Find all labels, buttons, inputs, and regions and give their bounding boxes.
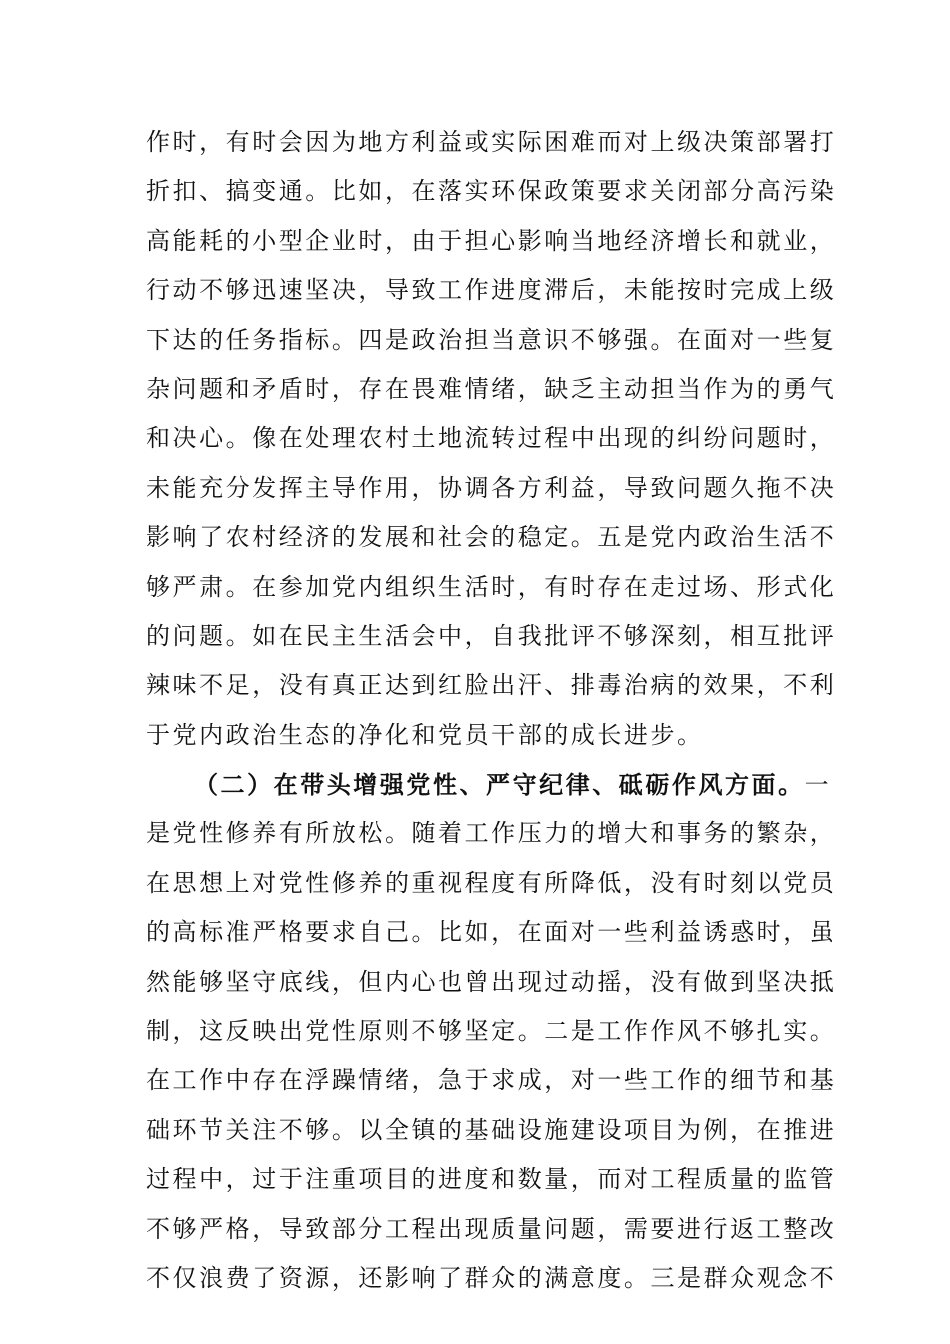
section-heading: （二）在带头增强党性、严守纪律、砥砺作风方面。 — [194, 770, 805, 800]
text-line: 高能耗的小型企业时，由于担心影响当地经济增长和就业， — [146, 226, 837, 255]
text-line: 过程中，过于注重项目的进度和数量，而对工程质量的监管 — [146, 1165, 837, 1194]
text-line: 作时，有时会因为地方利益或实际困难而对上级决策部署打 — [146, 128, 837, 156]
text-line: 的问题。如在民主生活会中，自我批评不够深刻，相互批评 — [146, 621, 837, 650]
text-line: 不仅浪费了资源，还影响了群众的满意度。三是群众观念不 — [146, 1263, 837, 1292]
text-line: 于党内政治生态的净化和党员干部的成长进步。 — [146, 720, 704, 749]
text-line: 影响了农村经济的发展和社会的稳定。五是党内政治生活不 — [146, 523, 837, 552]
text-line: 的高标准严格要求自己。比如，在面对一些利益诱惑时，虽 — [146, 918, 837, 947]
text-line: 在工作中存在浮躁情绪，急于求成，对一些工作的细节和基 — [146, 1066, 837, 1095]
text-line: 下达的任务指标。四是政治担当意识不够强。在面对一些复 — [146, 325, 837, 354]
text-line: 够严肃。在参加党内组织生活时，有时存在走过场、形式化 — [146, 572, 837, 601]
text-line: 在思想上对党性修养的重视程度有所降低，没有时刻以党员 — [146, 868, 837, 897]
text-line: 是党性修养有所放松。随着工作压力的增大和事务的繁杂， — [146, 819, 837, 848]
text-line: 杂问题和矛盾时，存在畏难情绪，缺乏主动担当作为的勇气 — [146, 374, 837, 403]
section-heading-tail: 一 — [804, 771, 832, 800]
text-line: 然能够坚守底线，但内心也曾出现过动摇，没有做到坚决抵 — [146, 967, 837, 996]
text-line: 制，这反映出党性原则不够坚定。二是工作作风不够扎实。 — [146, 1017, 837, 1046]
document-body — [146, 118, 837, 1303]
text-line: 和决心。像在处理农村土地流转过程中出现的纠纷问题时， — [146, 424, 837, 453]
text-line: 未能充分发挥主导作用，协调各方利益，导致问题久拖不决 — [146, 473, 837, 502]
text-line: 折扣、搞变通。比如，在落实环保政策要求关闭部分高污染 — [146, 177, 837, 206]
text-line: 不够严格，导致部分工程出现质量问题，需要进行返工整改 — [146, 1214, 837, 1243]
section-heading-line — [146, 760, 832, 809]
text-line: 辣味不足，没有真正达到红脸出汗、排毒治病的效果，不利 — [146, 671, 837, 700]
text-line: 行动不够迅速坚决，导致工作进度滞后，未能按时完成上级 — [146, 276, 837, 305]
text-line: 础环节关注不够。以全镇的基础设施建设项目为例，在推进 — [146, 1115, 837, 1144]
